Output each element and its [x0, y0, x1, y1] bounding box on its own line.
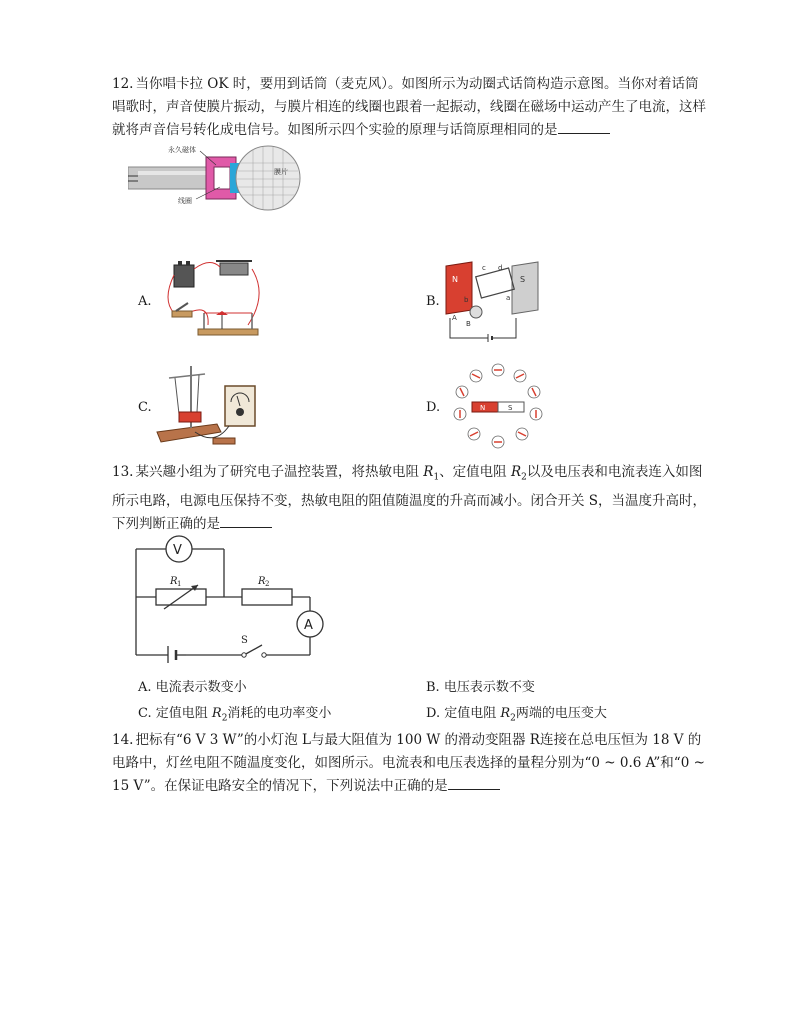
question-14: [112, 729, 707, 798]
q13-option-b[interactable]: B. 电压表示数不变: [426, 680, 535, 695]
voltmeter-label: V: [173, 543, 182, 558]
option-c-figure[interactable]: [155, 358, 265, 446]
b-a-label: a: [506, 294, 511, 302]
question-number: 13.: [112, 464, 134, 480]
question-text-part3: 以及电压表和电流表连入如图所示电路，电源电压保持不变，热敏电阻的阻值随温度的升高而减小。闭合开关 S，当温度升高时，下列判断正确的是: [112, 464, 707, 532]
b-n-label: N: [452, 275, 458, 284]
d-s-label: S: [508, 404, 513, 412]
b-A-label: A: [452, 314, 457, 322]
b-d-label: d: [498, 264, 503, 272]
b-s-label: S: [520, 275, 526, 284]
option-b-label[interactable]: B.: [426, 294, 440, 309]
option-c-r-symbol: R: [211, 706, 222, 721]
option-d-r-symbol: R: [500, 706, 511, 721]
question-text: 把标有“6 V 3 W”的小灯泡 L与最大阻值为 100 W 的滑动变阻器 R连接在总电压恒为 18 V 的电路中，灯丝电阻不随温度变化，如图所示。电流表和电压表选择的量程分别为“0 ~ 0.6 A”和“0 ~ 15 V”。在保证电路安全的情况下，下列说法中正确的是: [112, 732, 705, 794]
option-a-figure[interactable]: [160, 255, 270, 340]
option-c-text-post: 消耗的电功率变小: [227, 706, 332, 721]
question-text: 当你唱卡拉 OK 时，要用到话筒（麦克风）。如图所示为动圈式话筒构造示意图。当你对着话筒唱歌时，声音使膜片振动，与膜片相连的线圈也跟着一起振动，线圈在磁场中运动产生了电流，这样就将声音信号转化成电信号。如图所示四个实验的原理与话筒原理相同的是: [112, 76, 706, 138]
d-n-label: N: [480, 404, 486, 412]
option-d-label[interactable]: D.: [426, 400, 441, 415]
b-B-label: B: [466, 320, 471, 328]
option-c-text-pre: C. 定值电阻: [138, 706, 212, 721]
q13-option-d[interactable]: [426, 702, 607, 724]
question-text-part2: 、定值电阻: [439, 464, 511, 480]
microphone-diagram: [128, 143, 308, 213]
option-d-text-pre: D. 定值电阻: [426, 706, 501, 721]
option-d-r-sub: 2: [510, 713, 516, 724]
option-d-figure[interactable]: [448, 362, 548, 450]
magnet-label: 永久磁体: [168, 146, 196, 154]
r2-symbol: R: [510, 464, 522, 480]
r1-symbol: R: [423, 464, 434, 480]
r1-subscript: 1: [433, 472, 440, 483]
question-13: [112, 461, 707, 536]
coil-label: 线圈: [178, 197, 192, 205]
question-text-part1: 某兴趣小组为了研究电子温控装置，将热敏电阻: [135, 464, 424, 480]
q13-option-a[interactable]: A. 电流表示数变小: [138, 680, 247, 695]
question-12: [112, 73, 707, 142]
option-c-label[interactable]: C.: [138, 400, 152, 415]
option-b-figure[interactable]: [442, 258, 547, 343]
circuit-r1-label: R: [170, 576, 178, 587]
circuit-r2-sub: 2: [265, 580, 270, 588]
answer-blank[interactable]: [448, 775, 500, 790]
question-number: 14.: [112, 732, 134, 748]
option-a-label[interactable]: A.: [138, 294, 152, 309]
diaphragm-label: 膜片: [274, 168, 288, 176]
r2-subscript: 2: [521, 472, 527, 483]
ammeter-label: A: [304, 618, 313, 633]
circuit-r1-sub: 1: [177, 580, 182, 588]
b-b-label: b: [464, 296, 469, 304]
answer-blank[interactable]: [220, 513, 272, 528]
answer-blank[interactable]: [558, 119, 610, 134]
question-number: 12.: [112, 76, 134, 92]
circuit-diagram-13: [128, 535, 328, 663]
option-c-r-sub: 2: [221, 713, 228, 724]
q13-option-c[interactable]: [138, 702, 331, 724]
option-d-text-post: 两端的电压变大: [515, 706, 607, 721]
circuit-r2-label: R: [258, 576, 266, 587]
switch-label: S: [241, 635, 248, 646]
b-c-label: c: [482, 264, 486, 272]
